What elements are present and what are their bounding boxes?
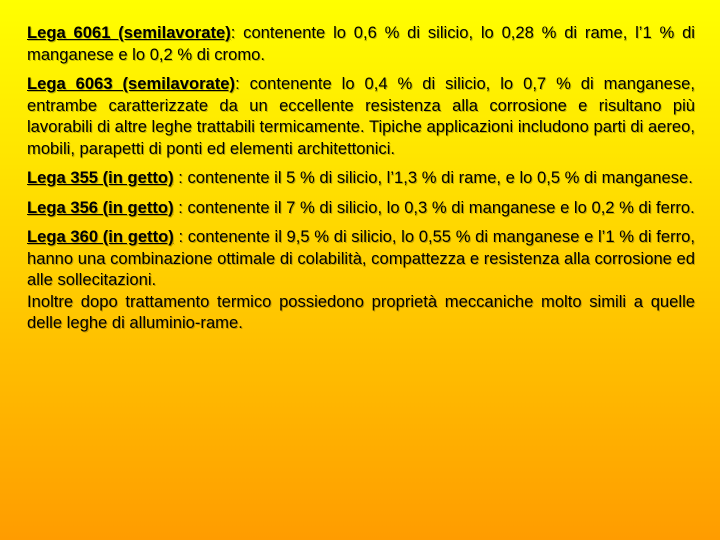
alloy-description: : contenente il 7 % di silicio, lo 0,3 % di manganese e lo 0,2 % di ferro. <box>173 197 695 217</box>
alloy-description: : contenente il 5 % di silicio, l’1,3 % di rame, e lo 0,5 % di manganese. <box>173 168 693 187</box>
paragraph-lega-355 <box>27 167 695 189</box>
alloy-name: Lega 6061 (semilavorate) <box>27 23 231 42</box>
paragraph-lega-356 <box>27 197 695 219</box>
alloy-description: : contenente lo 0,6 % di silicio, lo 0,28 % di rame, l’1 % di manganese e lo 0,2 % di cromo. <box>27 23 695 64</box>
alloy-description: : contenente il 9,5 % di silicio, lo 0,55 % di manganese e l’1 % di ferro, hanno una combinazione ottimale di colabilità, compattezza e resistenza alla corrosione ed alle sollecitazioni. <box>27 227 695 289</box>
alloy-name: Lega 356 (in getto) <box>27 197 174 217</box>
paragraph-lega-6061 <box>27 22 695 65</box>
alloy-name: Lega 360 (in getto) <box>27 227 174 246</box>
paragraph-lega-360 <box>27 226 695 291</box>
slide-content <box>27 22 695 342</box>
alloy-name: Lega 6063 (semilavorate) <box>27 74 236 93</box>
closing-paragraph: Inoltre dopo trattamento termico possiedono proprietà meccaniche molto simili a quelle delle leghe di alluminio-rame. <box>27 291 695 332</box>
paragraph-lega-6063 <box>27 73 695 159</box>
alloy-description: : contenente lo 0,4 % di silicio, lo 0,7 % di manganese, entrambe caratterizzate da un eccellente resistenza alla corrosione e risultano più lavorabili di altre leghe trattabili termicamente. Tipiche applicazioni includono parti di aereo, mobili, parapetti di ponti ed elementi architettonici. <box>27 74 695 158</box>
alloy-name: Lega 355 (in getto) <box>27 168 174 187</box>
